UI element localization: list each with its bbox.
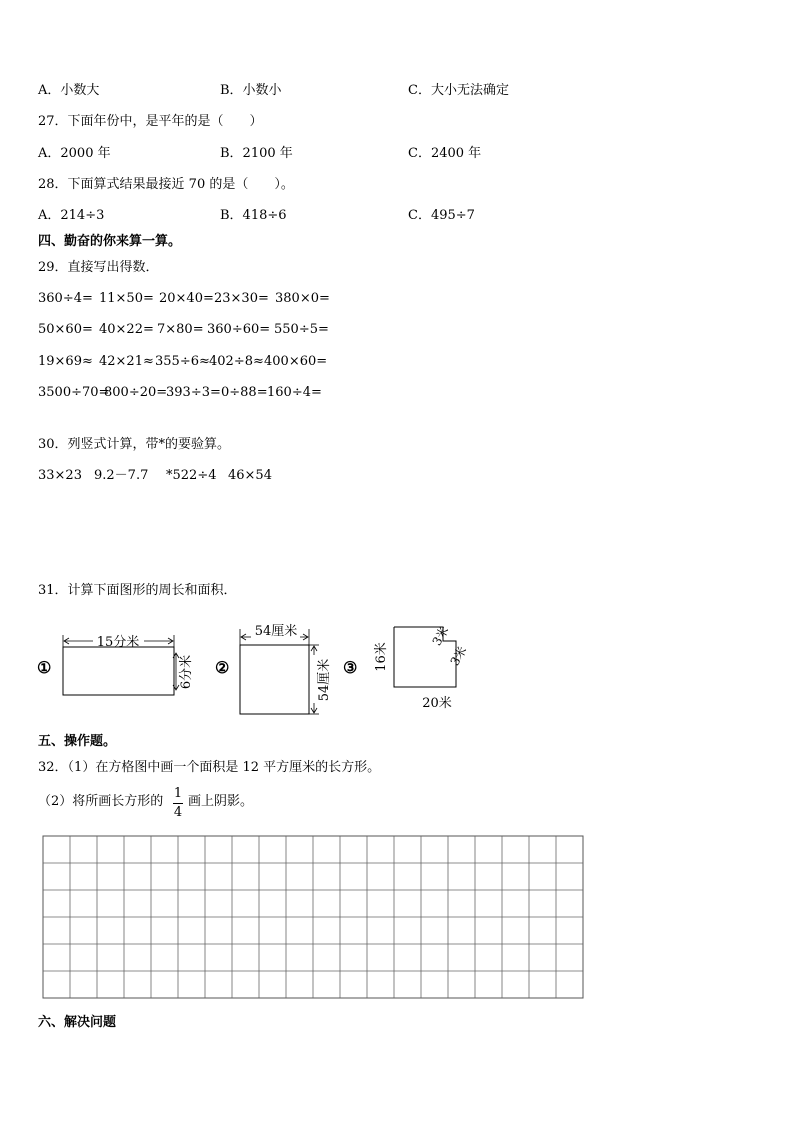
drawing-grid[interactable]: [42, 835, 584, 1001]
calc-item: 7×80=: [157, 322, 204, 337]
q26-option-c: C．大小无法确定: [408, 83, 509, 98]
q26-option-b: B．小数小: [220, 83, 282, 98]
calc-item: 50×60=: [38, 322, 93, 337]
calc-item: 402÷8≈: [209, 354, 264, 369]
figure-2-top-label: 54厘米: [254, 624, 298, 639]
vertical-calc-item: 46×54: [228, 468, 272, 483]
figure-2-side-label: 54厘米: [317, 658, 332, 702]
q28-option-c: C．495÷7: [408, 208, 475, 223]
calc-item: 23×30=: [214, 291, 269, 306]
section-4-heading: 四、勤奋的你来算一算。: [38, 234, 182, 249]
figure-1-width-label: 6分米: [179, 654, 194, 690]
q27-option-a: A．2000 年: [38, 146, 111, 161]
calc-item: 550÷5=: [274, 322, 329, 337]
section-5-heading: 五、操作题。: [38, 734, 117, 749]
figure-3-notch-vertical-label: 3米: [429, 623, 452, 649]
calc-item: 42×21≈: [99, 354, 154, 369]
calc-item: 160÷4=: [267, 385, 322, 400]
figure-3-notch-horizontal-label: 3米: [447, 643, 470, 669]
calc-item: 11×50=: [99, 291, 154, 306]
calc-item: 800÷20=: [104, 385, 168, 400]
calc-item: 0÷88=: [221, 385, 268, 400]
calc-item: 19×69≈: [38, 354, 93, 369]
q26-option-a: A．小数大: [38, 83, 100, 98]
q31-stem: 31．计算下面图形的周长和面积．: [38, 583, 237, 598]
calc-item: 3500÷70=: [38, 385, 110, 400]
q29-row-4: [38, 385, 322, 401]
q32-part-2-prefix: （2）将所画长方形的: [38, 794, 164, 809]
q29-row-1: [38, 291, 330, 307]
q29-row-2: [38, 322, 329, 338]
figure-2-square: [240, 645, 309, 714]
calc-item: 380×0=: [275, 291, 330, 306]
q28-stem: 28．下面算式结果最接近 70 的是（ ）。: [38, 177, 294, 192]
figure-1-number: ①: [37, 658, 52, 677]
calc-item: 360÷60=: [207, 322, 271, 337]
calc-item: 40×22=: [99, 322, 154, 337]
vertical-calc-item: 33×23: [38, 468, 82, 483]
calc-item: 400×60=: [264, 354, 328, 369]
calc-item: 355÷6≈: [155, 354, 210, 369]
fraction-numerator: 1: [173, 786, 183, 801]
q27-option-c: C．2400 年: [408, 146, 482, 161]
figure-1-rectangle: [63, 647, 174, 695]
q29-stem: 29．直接写出得数．: [38, 260, 159, 275]
calc-item: 393÷3=: [166, 385, 221, 400]
q30-stem: 30．列竖式计算，带*的要验算。: [38, 437, 231, 452]
calc-item: 20×40=: [159, 291, 214, 306]
figure-1-length-label: 15分米: [96, 635, 140, 650]
vertical-calc-item: 9.2－7.7: [94, 468, 149, 483]
figure-3-number: ③: [343, 658, 358, 677]
calc-item: 360÷4=: [38, 291, 93, 306]
q28-option-a: A．214÷3: [38, 208, 105, 223]
q28-option-b: B．418÷6: [220, 208, 287, 223]
figure-2-number: ②: [215, 658, 230, 677]
q32-part-1: 32．（1）在方格图中画一个面积是 12 平方厘米的长方形。: [38, 760, 381, 775]
q27-option-b: B．2100 年: [220, 146, 293, 161]
q32-part-2-suffix: 画上阴影。: [188, 794, 254, 809]
q29-row-3: [38, 354, 327, 370]
figure-3-left-label: 16米: [374, 642, 389, 672]
figure-3-bottom-label: 20米: [422, 696, 452, 711]
q30-items: [38, 468, 272, 484]
fraction-bar: [173, 803, 183, 804]
q27-stem: 27．下面年份中，是平年的是（ ）: [38, 114, 263, 129]
section-6-heading: 六、解决问题: [38, 1015, 117, 1030]
vertical-calc-item: *522÷4: [166, 468, 217, 483]
fraction-denominator: 4: [173, 805, 183, 820]
q31-figures: [0, 615, 794, 725]
